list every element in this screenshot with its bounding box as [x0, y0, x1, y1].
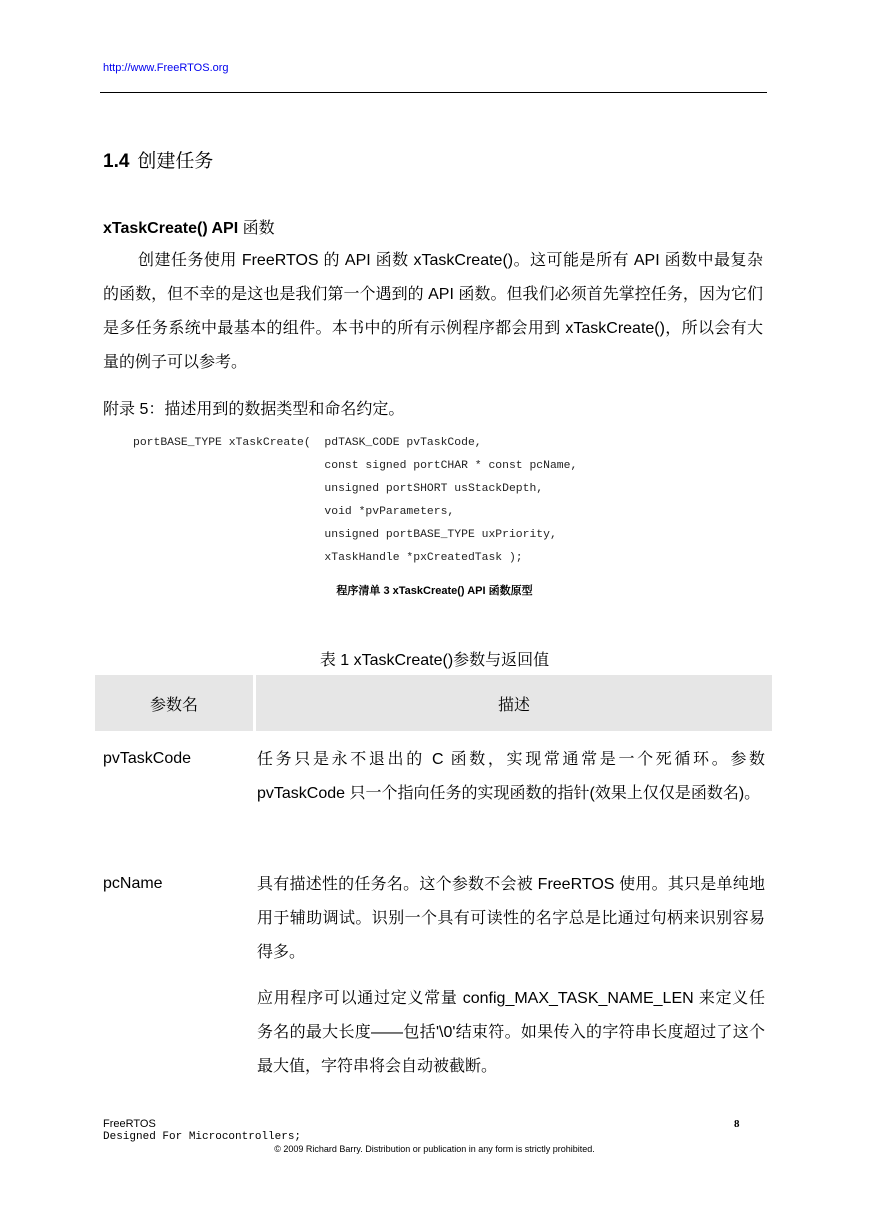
intro-paragraph: 创建任务使用 FreeRTOS 的 API 函数 xTaskCreate()。这可能是所有 API 函数中最复杂的函数，但不幸的是这也是我们第一个遇到的 API 函数。但我们必须首先掌控任务，因为它们是多任务系统中最基本的组件。本书中的所有示例程序都会用到 xTaskCreate()，所以会有大量的例子可以参考。: [103, 252, 763, 371]
footer-product: FreeRTOS: [103, 1118, 156, 1130]
table-row-param-name: pcName: [103, 875, 163, 892]
section-heading: [103, 146, 213, 173]
footer-branding: [103, 1118, 301, 1144]
section-title: 创建任务: [137, 151, 214, 172]
code-line: portBASE_TYPE xTaskCreate( pdTASK_CODE pvTaskCode,: [133, 437, 482, 449]
table-title: 表 1 xTaskCreate()参数与返回值: [319, 652, 550, 669]
appendix-note: 附录 5：描述用到的数据类型和命名约定。: [103, 401, 405, 418]
code-listing: [133, 437, 578, 564]
table-row-description: 应用程序可以通过定义常量 config_MAX_TASK_NAME_LEN 来定义任务名的最大长度——包括'\0'结束符。如果传入的字符串长度超过了这个最大值，字符串将会自动被截断。: [257, 990, 765, 1075]
table-row-description: 具有描述性的任务名。这个参数不会被 FreeRTOS 使用。其只是单纯地用于辅助调试。识别一个具有可读性的名字总是比通过句柄来识别容易得多。: [257, 876, 765, 961]
code-caption: 程序清单 3 xTaskCreate() API 函数原型: [336, 585, 533, 597]
code-line: const signed portCHAR * const pcName,: [133, 460, 578, 472]
footer-tagline: Designed For Microcontrollers;: [103, 1131, 302, 1143]
subsection-title-cn: 函数: [242, 220, 275, 237]
page-number: 8: [734, 1118, 740, 1130]
header-divider: [100, 92, 767, 93]
code-line: void *pvParameters,: [133, 506, 455, 518]
section-number: 1.4: [103, 151, 130, 172]
table-row-description: 任务只是永不退出的 C 函数，实现常通常是一个死循环。参数 pvTaskCode 只一个指向任务的实现函数的指针(效果上仅仅是函数名)。: [257, 751, 765, 802]
subsection-title-code: xTaskCreate() API: [103, 220, 239, 237]
code-line: xTaskHandle *pxCreatedTask );: [133, 552, 523, 564]
table-header-description: 描述: [256, 675, 772, 731]
footer-copyright: © 2009 Richard Barry. Distribution or publication in any form is strictly prohibited.: [274, 1144, 595, 1154]
subsection-heading: [103, 215, 275, 238]
table-row-param-name: pvTaskCode: [103, 750, 192, 767]
code-line: unsigned portBASE_TYPE uxPriority,: [133, 529, 557, 541]
code-line: unsigned portSHORT usStackDepth,: [133, 483, 544, 495]
table-header-param-name: 参数名: [95, 675, 253, 731]
header-url-link[interactable]: http://www.FreeRTOS.org: [103, 62, 229, 74]
